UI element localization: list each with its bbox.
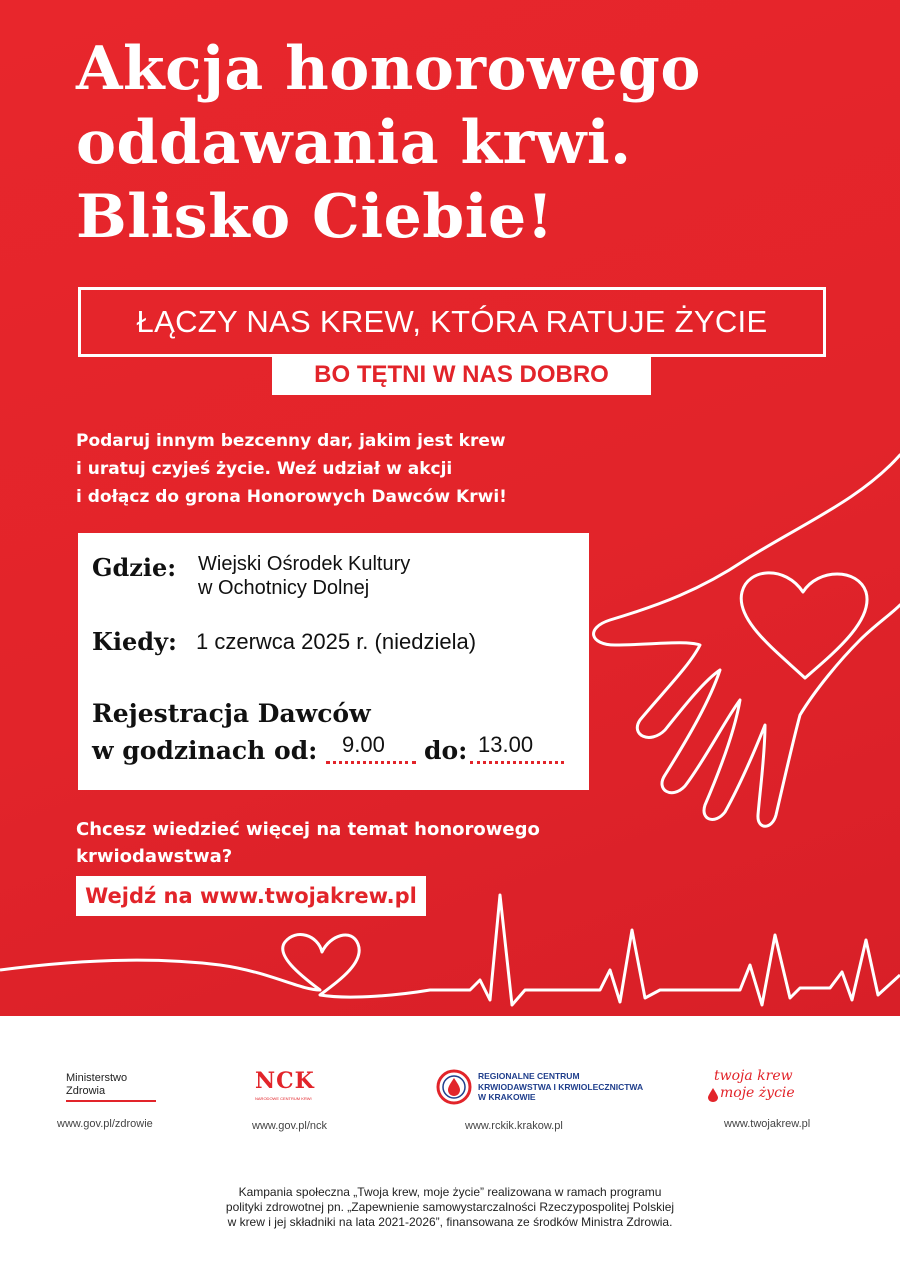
ministry-name-line-1: Ministerstwo — [66, 1072, 128, 1084]
twojakrew-url[interactable]: www.twojakrew.pl — [724, 1118, 811, 1130]
rckik-name-line-2: KRWIODAWSTWA I KRWIOLECZNICTWA — [478, 1081, 644, 1092]
rckik-url[interactable]: www.rckik.krakow.pl — [465, 1120, 563, 1132]
when-value: 1 czerwca 2025 r. (niedziela) — [196, 629, 477, 654]
slogan-box — [78, 287, 826, 357]
logo-ministry — [56, 1066, 166, 1106]
logo-rckik — [436, 1069, 644, 1109]
footer-line-3: w krew i jej składniki na lata 2021-2026”, finansowana ze środków Ministra Zdrowia. — [227, 1215, 673, 1229]
where-label: Gdzie: — [92, 553, 177, 582]
nck-tagline: NARODOWE CENTRUM KRWI — [255, 1096, 312, 1101]
event-info-card — [78, 533, 589, 790]
intro-line-3: i dołącz do grona Honorowych Dawców Krwi! — [76, 487, 507, 507]
when-label: Kiedy: — [92, 627, 177, 656]
rckik-name-line-1: REGIONALNE CENTRUM — [478, 1071, 580, 1081]
registration-label: Rejestracja Dawców — [92, 699, 371, 728]
footer-line-2: polityki zdrowotnej pn. „Zapewnienie samowystarczalności Rzeczypospolitej Polskiej — [225, 1200, 675, 1214]
headline-line-3: Blisko Ciebie! — [76, 182, 554, 252]
where-value-line-1: Wiejski Ośrodek Kultury — [198, 553, 411, 575]
where-value-line-2: w Ochotnicy Dolnej — [198, 577, 370, 599]
blood-drop-icon — [708, 1088, 718, 1102]
hours-to-value: 13.00 — [478, 732, 534, 757]
hours-to-dots — [470, 761, 564, 764]
headline — [76, 32, 836, 254]
rckik-emblem-icon — [436, 1069, 472, 1105]
question-line-1: Chcesz wiedzieć więcej na temat honorowego — [76, 819, 540, 840]
twoja-krew-line-1: twoja krew — [714, 1068, 793, 1084]
footer-note — [150, 1185, 750, 1230]
slogan-main: ŁĄCZY NAS KREW, KTÓRA RATUJE ŻYCIE — [136, 304, 768, 339]
question-line-2: krwiodawstwa? — [76, 846, 233, 867]
nck-wordmark: NCK — [255, 1068, 315, 1094]
intro-text — [76, 427, 596, 511]
ministry-name-line-2: Zdrowia — [66, 1085, 106, 1097]
hours-from-dots — [326, 761, 416, 764]
headline-line-1: Akcja honorowego — [76, 34, 701, 104]
twoja-krew-line-2: moje życie — [720, 1085, 795, 1101]
intro-line-1: Podaruj innym bezcenny dar, jakim jest krew — [76, 431, 506, 451]
poland-flag-icon — [66, 1100, 156, 1102]
hours-from-value: 9.00 — [342, 732, 385, 757]
logo-nck — [255, 1068, 325, 1108]
nck-url[interactable]: www.gov.pl/nck — [252, 1120, 327, 1132]
footer-line-1: Kampania społeczna „Twoja krew, moje życie” realizowana w ramach programu — [238, 1185, 662, 1199]
website-link[interactable]: Wejdź na www.twojakrew.pl — [76, 876, 426, 916]
headline-line-2: oddawania krwi. — [76, 108, 632, 178]
hours-to-label: do: — [424, 736, 468, 765]
slogan-sub: BO TĘTNI W NAS DOBRO — [272, 355, 651, 395]
intro-line-2: i uratuj czyjeś życie. Weź udział w akcji — [76, 459, 453, 479]
ministry-url[interactable]: www.gov.pl/zdrowie — [57, 1118, 153, 1130]
rckik-name-line-3: W KRAKOWIE — [478, 1092, 536, 1102]
hours-from-label: w godzinach od: — [92, 736, 318, 765]
more-info-question — [76, 816, 596, 870]
logo-twoja-krew — [706, 1068, 846, 1108]
